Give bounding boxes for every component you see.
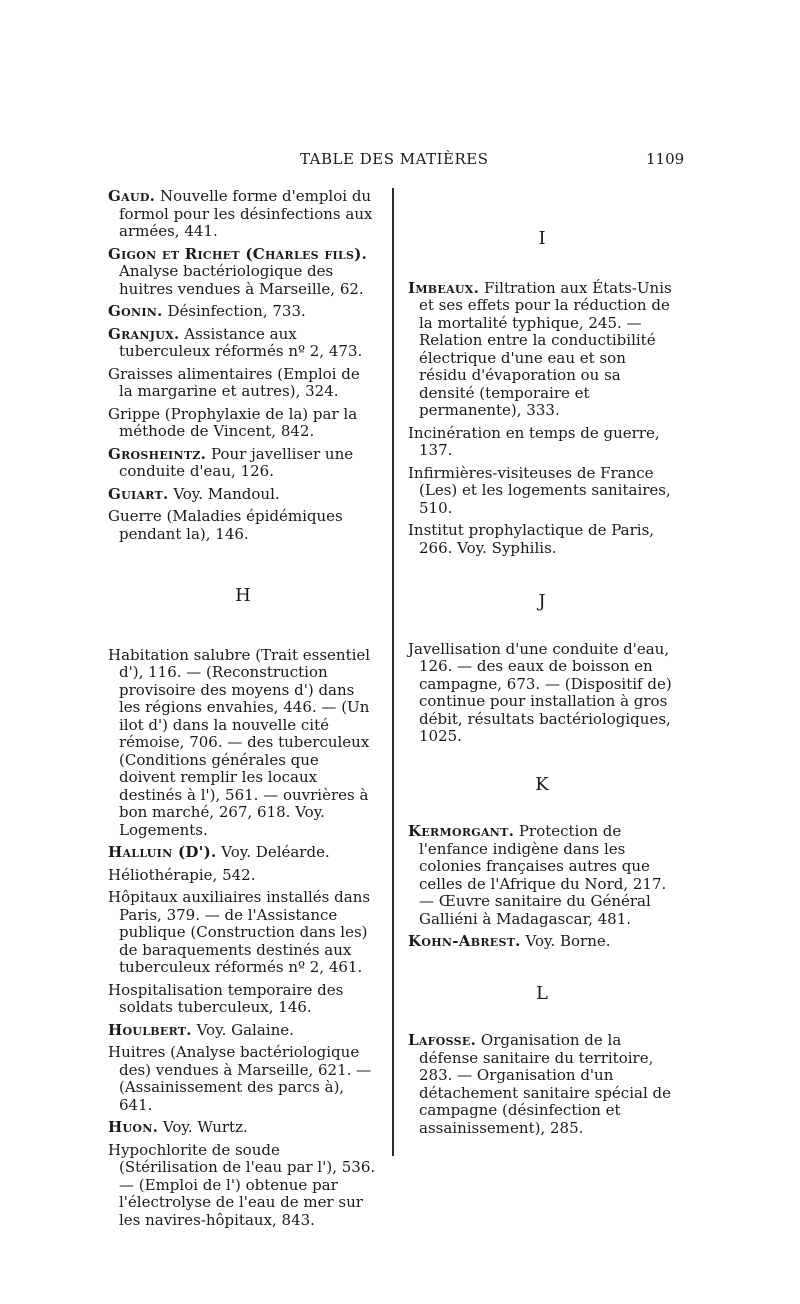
- entry-head: Gigon et Richet (Charles fils).: [108, 244, 368, 263]
- entry-text: Institut prophylactique de Paris, 266. Voy. Syphilis.: [408, 521, 655, 557]
- entry-head: Grosheintz.: [108, 444, 207, 463]
- index-entry: [408, 280, 676, 420]
- entry-head: Kermorgant.: [408, 822, 515, 840]
- entry-text: Infirmières-visiteuses de France (Les) et les logements sanitaires, 510.: [408, 463, 671, 517]
- entry-head: Gaud.: [108, 187, 156, 205]
- index-entry: [108, 1119, 378, 1137]
- column-divider: [392, 188, 394, 1156]
- entry-head: Houlbert.: [108, 1020, 192, 1039]
- index-entry: [108, 867, 378, 885]
- index-entry: [408, 465, 676, 518]
- index-entry: [108, 1022, 378, 1040]
- index-entry: [108, 508, 378, 543]
- index-entry: [408, 823, 676, 928]
- entry-head: Guiart.: [108, 484, 169, 503]
- entry-head: Kohn-Abrest.: [408, 932, 521, 950]
- entry-text: Habitation salubre (Trait essentiel d'), 116. — (Reconstruction provisoire des moyens d') dans les régions envahies, 446. — (Un ilot d') dans la nouvelle cité rémoise, 706. — des tuberculeux (Conditions générales que doivent remplir les locaux destinés à l'), 561. — ouvrières à bon marché, 267, 618. Voy. Logements.: [108, 645, 371, 839]
- index-entry: [108, 1044, 378, 1114]
- entry-text: Huitres (Analyse bactériologique des) vendues à Marseille, 621. — (Assainissement des parcs à), 641.: [108, 1043, 372, 1114]
- section-letter-j: J: [538, 591, 546, 612]
- entry-text: Guerre (Maladies épidémiques pendant la), 146.: [108, 507, 343, 543]
- index-entry: [108, 1142, 378, 1230]
- section-letter-h: H: [235, 585, 251, 606]
- entry-text: Analyse bactériologique des huitres vendues à Marseille, 62.: [119, 262, 364, 298]
- index-entry: [108, 889, 378, 977]
- entry-text: Protection de l'enfance indigène dans les colonies françaises autres que celles de l'Afrique du Nord, 217. — Œuvre sanitaire du Général Galliéni à Madagascar, 481.: [419, 822, 667, 928]
- page-number: 1109: [646, 150, 685, 168]
- entry-text: Voy. Wurtz.: [158, 1118, 248, 1136]
- entry-text: Désinfection, 733.: [162, 302, 306, 320]
- index-entry: [108, 366, 378, 401]
- index-entry: [408, 1032, 676, 1137]
- index-entry: [408, 425, 676, 460]
- entry-text: Filtration aux États-Unis et ses effets pour la réduction de la mortalité typhique, 245. — Relation entre la conductibilité électrique d'une eau et son résidu d'évaporation ou sa densité (temporaire et permanente), 333.: [419, 278, 672, 419]
- entry-text: Héliothérapie, 542.: [108, 865, 256, 884]
- entry-head: Huon.: [108, 1118, 159, 1136]
- entry-text: Hypochlorite de soude (Stérilisation de l'eau par l'), 536. — (Emploi de l') obtenue par l'électrolyse de l'eau de mer sur les navires-hôpitaux, 843.: [108, 1140, 376, 1229]
- index-entry: [408, 522, 676, 557]
- index-entry: [108, 844, 378, 862]
- index-entry: [108, 446, 378, 481]
- entry-text: Nouvelle forme d'emploi du formol pour les désinfections aux armées, 441.: [119, 187, 373, 240]
- index-entry: [108, 303, 378, 321]
- index-entry: [108, 647, 378, 840]
- index-entry: [408, 933, 676, 951]
- entry-text: Assistance aux tuberculeux réformés nº 2, 473.: [119, 324, 363, 360]
- entry-text: Voy. Mandoul.: [168, 484, 280, 503]
- entry-text: Javellisation d'une conduite d'eau, 126. — des eaux de boisson en campagne, 673. — (Dispositif de) continue pour installation à gros débit, résultats bactériologiques, 1025.: [408, 639, 672, 745]
- entry-head: Halluin (D').: [108, 843, 217, 861]
- entry-text: Grippe (Prophylaxie de la) par la méthode de Vincent, 842.: [108, 404, 358, 440]
- entry-text: Incinération en temps de guerre, 137.: [408, 423, 660, 459]
- index-column-right: [408, 224, 676, 1142]
- entry-text: Voy. Galaine.: [191, 1020, 294, 1039]
- index-entry: [108, 246, 378, 299]
- entry-head: Lafosse.: [408, 1031, 477, 1049]
- index-entry: [408, 641, 676, 746]
- entry-text: Hospitalisation temporaire des soldats tuberculeux, 146.: [108, 980, 344, 1016]
- section-letter-l: L: [536, 982, 548, 1004]
- entry-head: Gonin.: [108, 302, 163, 320]
- entry-text: Organisation de la défense sanitaire du territoire, 283. — Organisation d'un détachement sanitaire spécial de campagne (désinfection et assainissement), 285.: [419, 1031, 671, 1137]
- entry-text: Hôpitaux auxiliaires installés dans Paris, 379. — de l'Assistance publique (Construction dans les) de baraquements destinés aux tuberculeux réformés nº 2, 461.: [108, 888, 371, 976]
- index-entry: [108, 406, 378, 441]
- entry-text: Voy. Deléarde.: [216, 843, 330, 861]
- entry-head: Imbeaux.: [408, 278, 480, 297]
- index-entry: [108, 326, 378, 361]
- entry-text: Graisses alimentaires (Emploi de la margarine et autres), 324.: [108, 364, 360, 400]
- entry-text: Pour javelliser une conduite d'eau, 126.: [119, 444, 354, 480]
- entry-head: Granjux.: [108, 324, 180, 343]
- index-entry: [108, 188, 378, 241]
- index-entry: [108, 486, 378, 504]
- index-column-left: [108, 188, 378, 1234]
- section-letter-i: I: [538, 228, 546, 249]
- running-head: TABLE DES MATIÈRES: [300, 150, 489, 168]
- index-entry: [108, 982, 378, 1017]
- section-letter-k: K: [535, 773, 549, 795]
- entry-text: Voy. Borne.: [520, 932, 611, 950]
